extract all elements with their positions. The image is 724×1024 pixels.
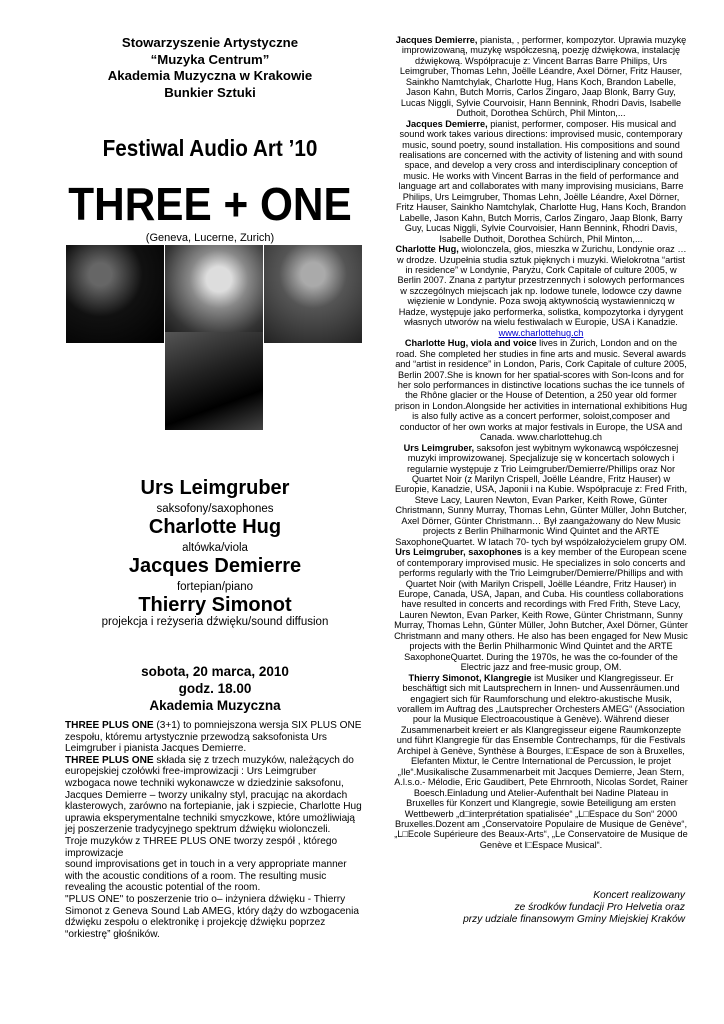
bio-paragraph	[394, 244, 688, 338]
violist-photo	[165, 245, 263, 343]
bio-paragraph	[394, 119, 688, 244]
description	[65, 720, 363, 940]
pianist-photo	[264, 245, 362, 343]
festival-title: Festiwal Audio Art ’10	[102, 135, 318, 161]
description-paragraph	[65, 859, 363, 894]
bio-text: saksofon jest wybitnym wykonawcą współczesnej muzyki improwizowanej. Specjalizuje się w koncertach solowych i regularnie występuje z Trio Leimgruber/Demierre/Phillips oraz Nor Quartet Noir (z Marilyn Crispell, Joëlle Léandre, Fritz Hauser) w Europie, Kanadzie, USA, Japonii i na Kubie. Współpracuje z: Fred Frith, Steve Lacy, Lauren Newton, Evan Parker, Keith Rowe, Günter Christmann, Sunny Murray, Thomas Lehn, Günter Müller, John Butcher, Axel Dörner, Günter Christmann… Był zaangażowany do New Music projects z Berlin Philharmonic Wind Quintet and the ARTE SaxophoneQuartet. W latach 70- tych był współzałożycielem grupy OM.	[394, 442, 688, 547]
bio-paragraph	[394, 35, 688, 119]
bio-name: Charlotte Hug, viola and voice	[404, 338, 537, 349]
bio-text: ist Musiker und Klangregisseur. Er beschäftigt sich mit Lautsprechern in Innen- und Aussenräumen.und engagiert sich für Raumforschung und elektro-akustische Musik, vorallem im Auftrag des „Lautsprecher Orchesters AMEG“ (Association pour la Musique Electroacoustique à Genève). Während dieser Zusammenarbeit kreiert er als Klangregisseur eigene Raumkonzepte und führt Klangregie für das Ensemble Contrechamps, für die Festivals Archipel à Genève, Synthèse à Bourges, l□Espace de son à Bruxelles, Elefanten Mixtur, le Centre International de Percussion, le projet „Ile“.Musikalische Zusammenarbeit mit Jacques Demierre, Jean Stern, A.l.s.o.- Mélodie, Eric Gaudibert, Pete Ehrnrooth, Nicolas Sordet, Rainer Boesch.Einladung und Atelier-Aufenthalt bei Nadine Plateau in Bruxelles für Konzert und Klangregie, sowie Beteiligung am ersten Wettbewerb „d□interprétation spatialisée“ „L□Espace du Son“ 2000 Bruxelles.Dozent am „Conservatoire Populaire de Musique de Genève“, „L□Ecole Supérieure des Beaux-Arts“, „Le Conservatoire de Musique de Genève et l□Espace Musical“.	[394, 672, 688, 850]
bio-name: Jacques Demierre,	[395, 35, 478, 45]
event-place: Akademia Muzyczna	[149, 698, 281, 713]
website-link[interactable]: www.charlottehug.ch	[498, 327, 584, 338]
performer-name: Jacques Demierre	[128, 555, 302, 577]
bio-text: pianista, , performer, kompozytor. Uprawia muzykę improwizowaną, muzykę współczesną, poezję dźwiękowa, instalację dźwiękową. Współpracuje z: Vincent Barras Barre Philips, Urs Leimgruber, Thomas Lehn, Joëlle Léandre, Axel Dörner, Fritz Hauser, Sainkho Namtchylak, Charlotte Hug, Hans Koch, Brandon Labelle, Jason Kahn, Butch Morris, Carlos Zingaro, Jaap Blonk, Barry Guy, Lucas Niggli, Sylvie Courvoisir, Hann Bennink, Rhodri Davis, Isabelle Duthoit, Dorothea Schürch, Phil Minton,...	[399, 35, 687, 119]
funding-line: ze środków fundacji Pro Helvetia oraz	[514, 902, 685, 913]
cities: (Geneva, Lucerne, Zurich)	[145, 232, 275, 244]
event-time: godz. 18.00	[178, 681, 252, 696]
org-line: Stowarzyszenie Artystyczne	[121, 35, 299, 50]
description-text: sound improvisations get in touch in a very appropriate manner with the acoustic conditions of a room. The resulting music revealing the acoustic potential of the room.	[65, 859, 347, 894]
bio-name: Urs Leimgruber, saxophones	[395, 547, 522, 558]
description-text: "PLUS ONE" to poszerzenie trio o– inżyniera dźwięku - Thierry Simonot z Geneva Sound Lab AMEG, który dąży do wzbogacenia dźwięku zespołu o elektronikę i projekcję dźwięku poprzez “orkiestrę” głośników.	[65, 893, 360, 940]
performer-role: projekcja i reżyseria dźwięku/sound diffusion	[101, 616, 329, 628]
description-text: Troje muzyków z THREE PLUS ONE tworzy zespół , którego improwizacje	[65, 835, 338, 859]
bio-text: lives in Zurich, London and on the road. She completed her studies in fine arts and music. Several awards and “artist in residence” in London, Paris, Cork Capitale of culture 2005, Berlin 2007.She is known for her spatial-scores with Son-Icons and for her solo performances in distinctive locations suchas the ice tunnels of the Rhône glacier or the House of Detention, a 250 year old former prison in London.Alongside her activities in international exhibitions Hug is also fully active as a concert performer, soloist,composer and conductor of her own works at major festivals in Europe, the USA and Canada. www.charlottehug.ch	[394, 338, 688, 443]
description-bold: THREE PLUS ONE	[65, 720, 154, 731]
bio-text: is a key member of the European scene of contemporary improvised music. He specializes in solo concerts and performs regularly with the Trio Leimgruber/Demierre/Phillips and with Quartet Noir (with Marilyn Crispell, Joëlle Léandre, Fritz Hauser) in Europe, Canada, USA, Japan, and Cuba. His countless collaborations have resulted in concerts and recordings with Fred Frith, Steve Lacy, Lauren Newton, Evan Parker, Keith Rowe, Günter Christmann, Sunny Murray, Thomas Lehn, Günter Müller, John Butcher, Axel Dörner, Günter Christmann and many others. He also has been engaged for New Music projects with the Berlin Philharmonic Wind Quintet and the ARTE SaxophoneQuartet. During the 1970s, he was the co-founder of the Electric jazz and free-music group, OM.	[394, 547, 688, 673]
description-paragraph	[65, 755, 363, 836]
performer-name: Thierry Simonot	[138, 594, 292, 616]
description-paragraph	[65, 836, 363, 859]
org-line: Akademia Muzyczna w Krakowie	[107, 68, 313, 83]
description-text: składa się z trzech muzyków, należących do europejskiej czołówki free-improwizacji : Urs Leimgruber wzbogaca nowe techniki wykonawcze w dziedzinie saksofonu, Jacques Demierre – tworzy unikalny styl, pracując na akordach klasterowych, zarówno na fortepianie, jak i szpiecie, Charlotte Hug uprawia eksperymentalne techniki smyczkowe, które umożliwiają jej poszerzenie tradycyjnego spektrum dźwięku wiolonczeli.	[65, 754, 362, 836]
bio-paragraph	[394, 338, 688, 443]
description-paragraph	[65, 894, 363, 940]
bio-name: Charlotte Hug,	[395, 244, 459, 255]
saxophonist-photo	[66, 245, 164, 343]
funding-note	[440, 890, 685, 926]
funding-line: Koncert realizowany	[593, 890, 685, 901]
performer-role: saksofony/saxophones	[156, 503, 274, 515]
bio-name: Jacques Demierre,	[405, 118, 488, 129]
organizer-block	[60, 35, 360, 101]
bio-name: Thierry Simonot, Klangregie	[408, 672, 532, 683]
description-paragraph	[65, 720, 363, 755]
performer-name: Charlotte Hug	[148, 516, 282, 538]
bio-paragraph	[394, 443, 688, 548]
bio-paragraph	[394, 673, 688, 851]
performer-role: altówka/viola	[182, 542, 248, 554]
bio-name: Urs Leimgruber,	[403, 442, 475, 453]
bio-text: wiolonczela, głos, mieszka w Zurichu, Londynie oraz …w drodze. Uzupełnia studia sztuk pięknych i muzyki. Wielokrotna “artist in residence” w Londynie, Paryżu, Cork Capitale of culture 2005, w Berlin 2007. Znana z partytur przestrzennych i solowych performances w szczególnych miejscach jak np. lodowe tunele, lodowce czy dawne więzienie w Londynie. Poza swoją aktywnością wystawienniczq w Hadze, występuje jako performerka, solistka, kompozytorka i dyrygent własnych utworów na wielu festiwalach w Europie, USA i Kanadzie.	[397, 244, 687, 328]
concert-title: THREE + ONE	[68, 178, 352, 230]
org-line: Bunkier Sztuki	[164, 84, 256, 100]
bio-text: pianist, performer, composer. His musical and sound work takes various directions: improvised music, contemporary music, sound poetry, sound installation. His compositions and sound realisations are concerned with the activity of listening and with sound space, and develop a very cross and interdisciplinary conception of music. He works with Vincent Barras in the field of performance and language art and collaborates with many improvising musicians, Barre Philips, Urs Leimgruber, Thomas Lehn, Joëlle Léandre, Axel Dörner, Fritz Hauser, Sainkho Namtchylak, Charlotte Hug, Hans Koch, Brandon Labelle, Jason Kahn, Butch Morris, Carlos Zingaro, Jaap Blonk, Barry Guy, Lucas Niggli, Sylvie Courvoisier, Hann Bennink, Rhodri Davis, Isabelle Duthoit, Dorothea Schürch, Phil Minton,...	[395, 118, 687, 244]
biographies	[394, 35, 688, 850]
description-bold: THREE PLUS ONE	[65, 754, 154, 766]
event-date: sobota, 20 marca, 2010	[141, 664, 289, 679]
description-text: (3+1) to pomniejszona wersja SIX PLUS ONE zespołu, któremu artystycznie przewodzą saksofonista Urs Leimgruber i pianista Jacques Demierre.	[65, 720, 362, 755]
performer-role: fortepian/piano	[176, 581, 254, 593]
sound-engineer-photo	[165, 332, 263, 430]
bio-paragraph	[394, 547, 688, 672]
org-line: “Muzyka Centrum”	[150, 51, 270, 67]
performer-name: Urs Leimgruber	[140, 477, 290, 499]
funding-line: przy udziale finansowym Gminy Miejskiej Kraków	[463, 914, 685, 925]
